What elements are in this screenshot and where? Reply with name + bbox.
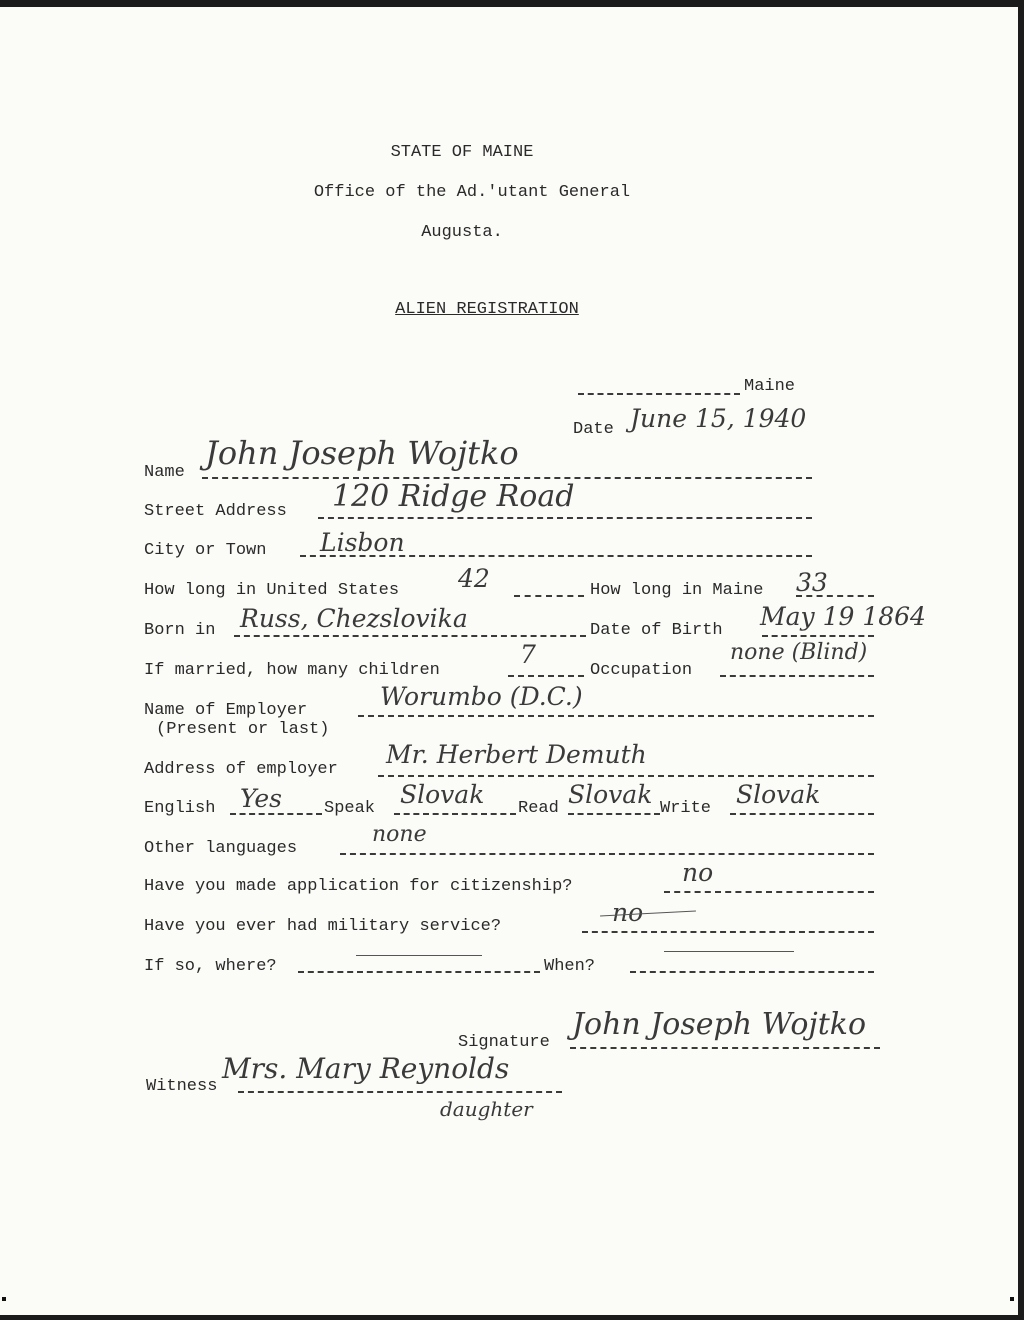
- street-line: [318, 517, 812, 519]
- children-label: If married, how many children: [144, 661, 440, 680]
- when-line: [630, 971, 874, 973]
- citizenship-value: no: [682, 858, 714, 887]
- english-line: [230, 813, 322, 815]
- speak-line: [394, 813, 516, 815]
- occupation-line: [720, 675, 874, 677]
- english-label: English: [144, 799, 216, 818]
- other-languages-line: [340, 853, 874, 855]
- signature-value: John Joseph Wojtko: [572, 1007, 867, 1042]
- write-value: Slovak: [736, 780, 821, 809]
- employer-value: Worumbo (D.C.): [380, 682, 583, 711]
- corner-mark-left: [2, 1297, 6, 1301]
- children-line: [508, 675, 584, 677]
- dob-line: [762, 635, 874, 637]
- military-value: no: [612, 898, 644, 927]
- employer-address-line: [378, 775, 874, 777]
- street-value: 120 Ridge Road: [332, 479, 575, 514]
- speak-label: Speak: [324, 799, 376, 818]
- children-value: 7: [520, 640, 536, 669]
- us-line: [514, 595, 584, 597]
- occupation-label: Occupation: [590, 661, 693, 680]
- occupation-value: none (Blind): [730, 640, 868, 665]
- maine-value: 33: [796, 568, 828, 597]
- maine-label: How long in Maine: [590, 581, 764, 600]
- name-label: Name: [144, 463, 185, 482]
- us-value: 42: [458, 564, 490, 593]
- employer-address-label: Address of employer: [144, 760, 338, 779]
- read-value: Slovak: [568, 780, 653, 809]
- signature-label: Signature: [458, 1033, 550, 1052]
- dob-label: Date of Birth: [590, 621, 723, 640]
- employer-sublabel: (Present or last): [156, 720, 330, 739]
- where-stroke: [356, 955, 482, 956]
- state-heading: STATE OF MAINE: [390, 143, 534, 162]
- signature-line: [570, 1047, 880, 1049]
- employer-line: [358, 715, 874, 717]
- date-label: Date: [573, 420, 614, 439]
- town-line: [578, 393, 740, 395]
- when-label: When?: [544, 957, 596, 976]
- witness-note: daughter: [440, 1097, 533, 1121]
- name-value: John Joseph Wojtko: [205, 434, 519, 472]
- employer-label: Name of Employer: [144, 701, 308, 720]
- english-value: Yes: [240, 784, 282, 813]
- office-heading: Office of the Ad.'utant General: [313, 183, 631, 202]
- witness-value: Mrs. Mary Reynolds: [222, 1052, 510, 1085]
- born-line: [234, 635, 586, 637]
- city-value: Lisbon: [320, 528, 405, 557]
- write-line: [730, 813, 874, 815]
- document-page: [0, 7, 1018, 1315]
- read-label: Read: [518, 799, 559, 818]
- witness-line: [238, 1091, 562, 1093]
- write-label: Write: [660, 799, 712, 818]
- citizenship-label: Have you made application for citizenship?: [144, 877, 573, 896]
- city-label: City or Town: [144, 541, 267, 560]
- maine-suffix: Maine: [744, 377, 796, 396]
- corner-mark-right: [1010, 1297, 1014, 1301]
- where-line: [298, 971, 540, 973]
- employer-address-value: Mr. Herbert Demuth: [386, 740, 647, 769]
- us-label: How long in United States: [144, 581, 400, 600]
- born-value: Russ, Chezslovika: [240, 604, 468, 633]
- read-line: [568, 813, 660, 815]
- witness-label: Witness: [146, 1077, 218, 1096]
- where-label: If so, where?: [144, 957, 277, 976]
- born-label: Born in: [144, 621, 216, 640]
- speak-value: Slovak: [400, 780, 485, 809]
- form-title: ALIEN REGISTRATION: [395, 300, 579, 319]
- when-stroke: [664, 951, 794, 952]
- citizenship-line: [664, 891, 874, 893]
- military-label: Have you ever had military service?: [144, 917, 502, 936]
- dob-value: May 19 1864: [760, 602, 926, 631]
- maine-line: [796, 595, 874, 597]
- city-heading: Augusta.: [421, 223, 503, 242]
- date-value: June 15, 1940: [630, 404, 807, 433]
- street-label: Street Address: [144, 502, 287, 521]
- military-line: [582, 931, 874, 933]
- other-languages-value: none: [372, 822, 427, 847]
- other-languages-label: Other languages: [144, 839, 298, 858]
